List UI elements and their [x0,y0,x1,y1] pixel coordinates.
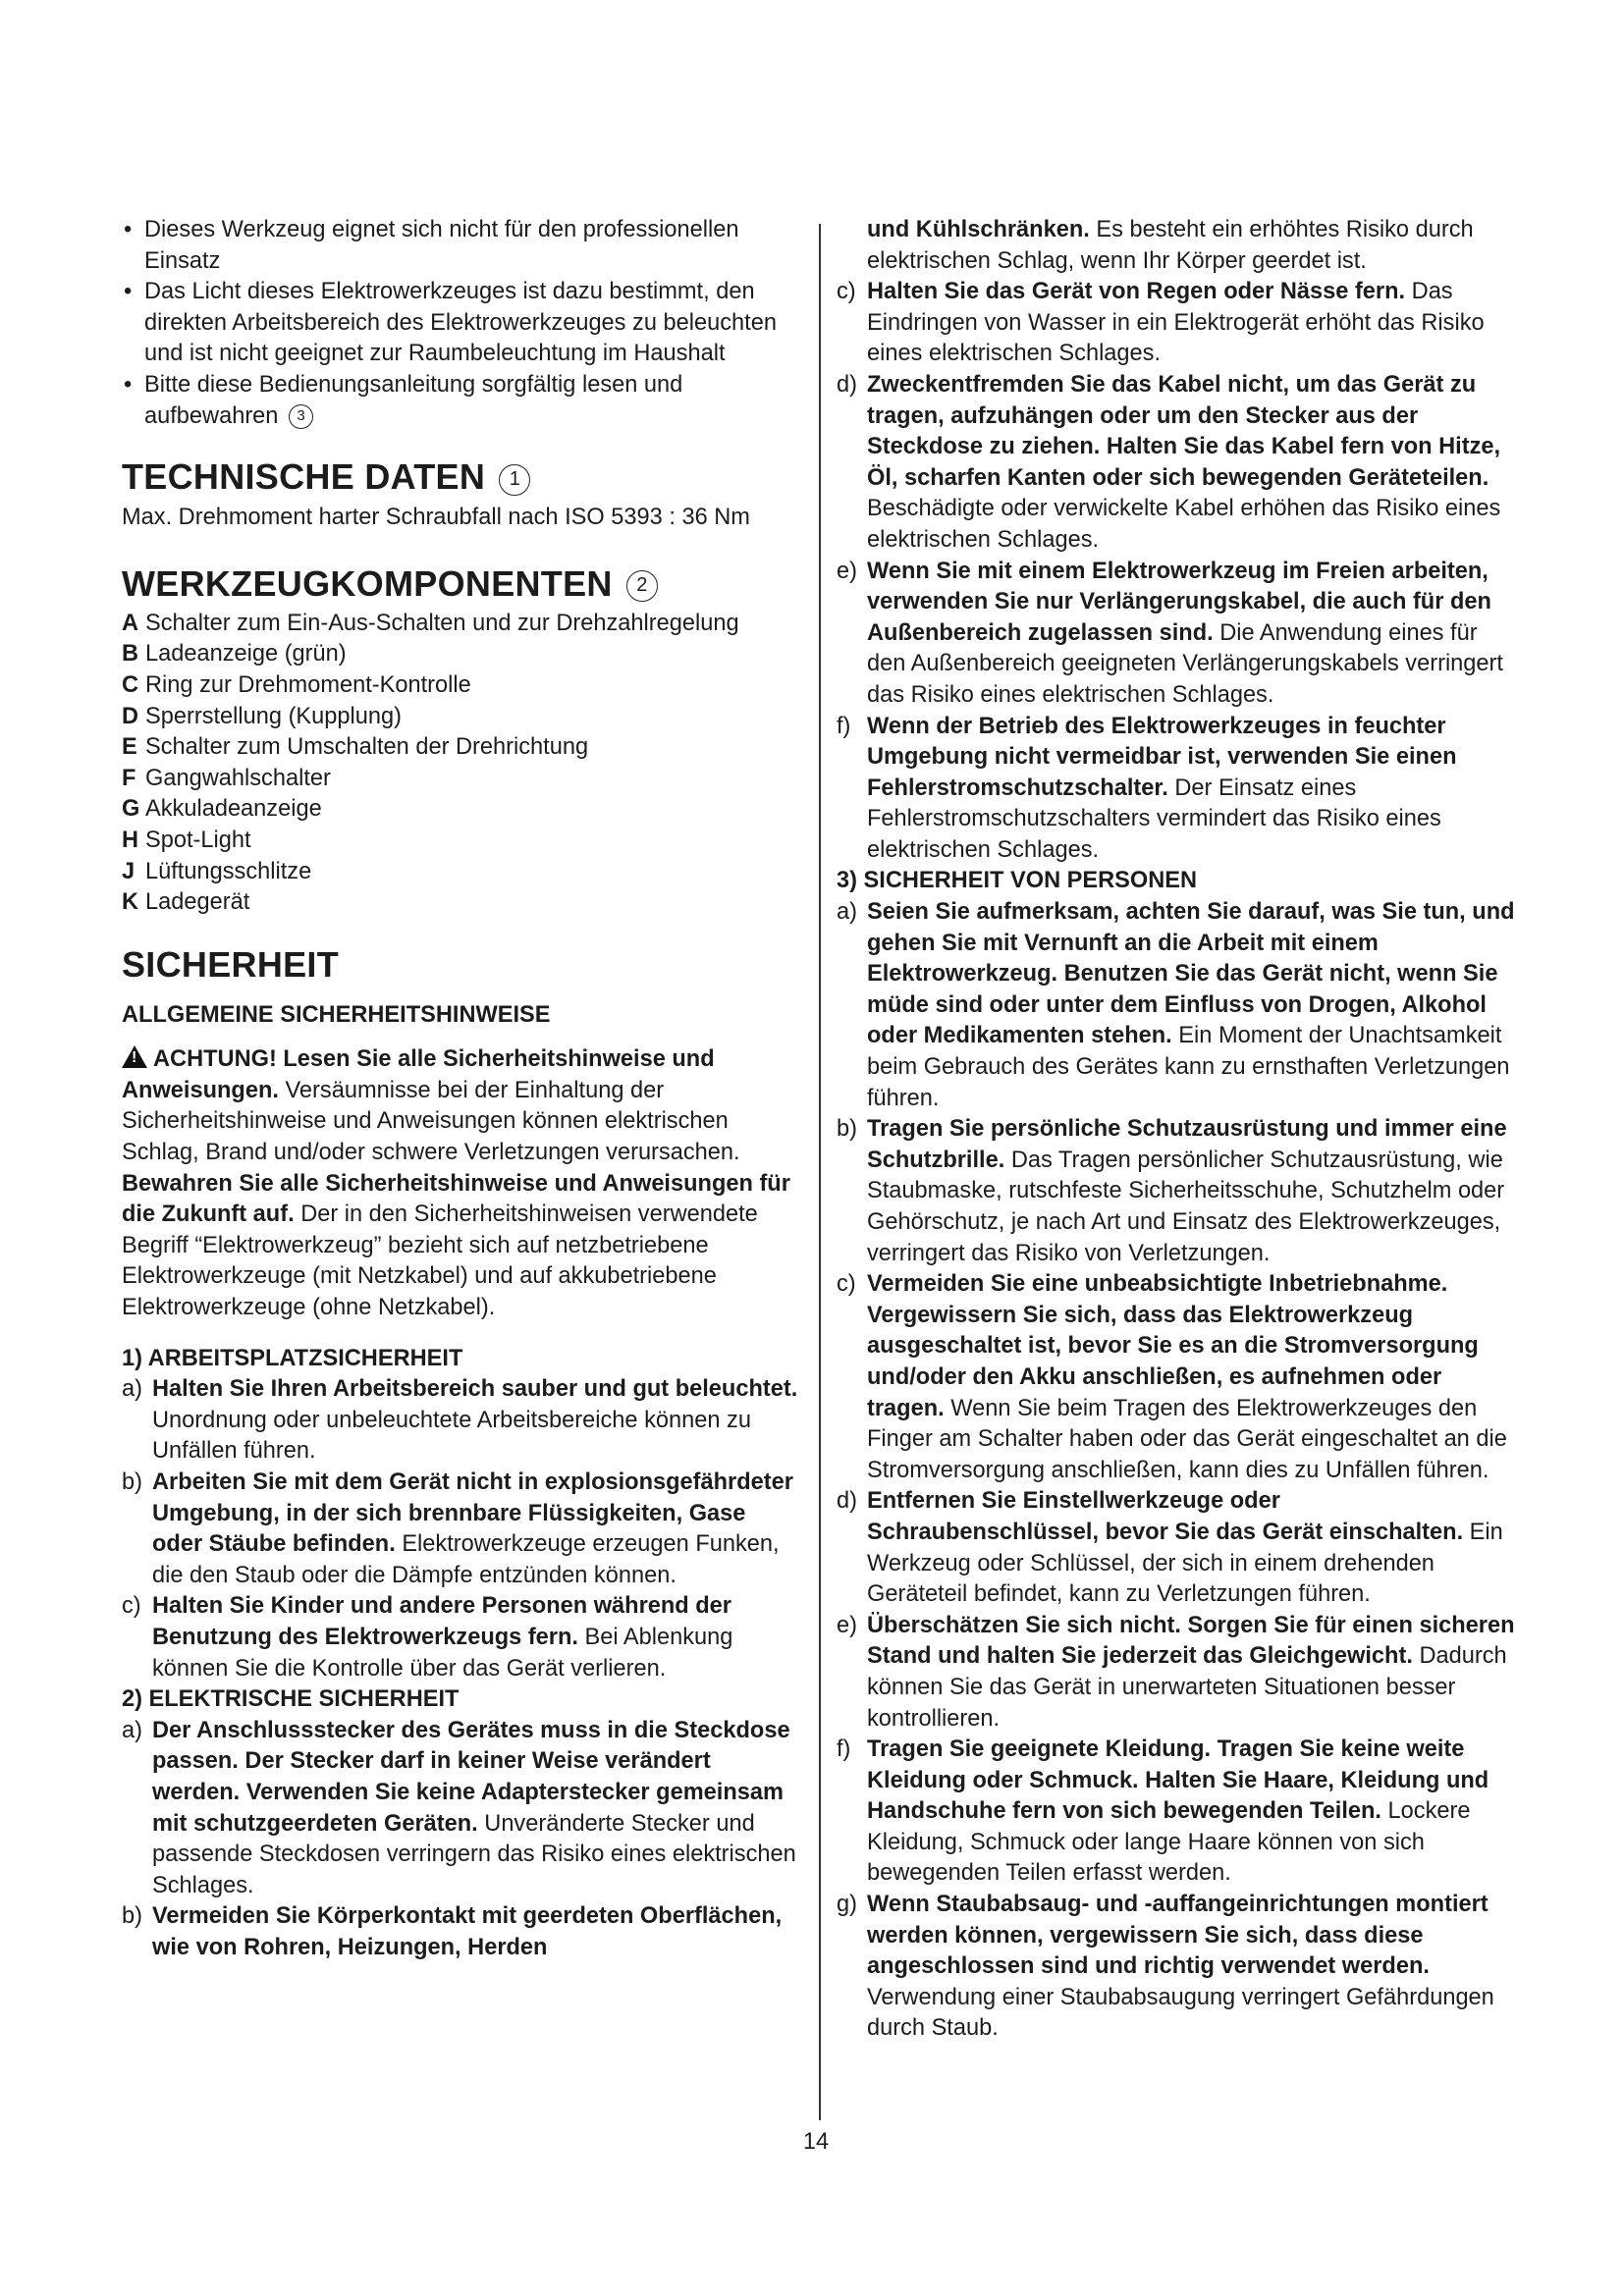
safety-item: c) Halten Sie Kinder und andere Personen während der Benutzung des Elektrowerkzeugs fern. Bei Ablenkung können Sie die Kontrolle über das Gerät verlieren. [122,1593,733,1682]
components-list [122,609,801,919]
intro-bullets [122,215,801,432]
section-2-title: 2) ELEKTRISCHE SICHERHEIT [122,1686,460,1713]
safety-item: a) Seien Sie aufmerksam, achten Sie darauf, was Sie tun, und gehen Sie mit Vernunft an die Arbeit mit einem Elektrowerkzeug. Benutzen Sie das Gerät nicht, wenn Sie müde sind oder unter dem Einfluss von Drogen, Alkohol oder Medikamenten stehen. Ein Moment der Unachtsamkeit beim Gebrauch des Gerätes kann zu ernsthaften Verletzungen führen. [837,899,1515,1111]
section-1-items [122,1374,801,1684]
figure-ref-2: 2 [626,570,658,602]
component-item: F Gangwahlschalter [122,765,331,791]
safety-heading: SICHERHEIT [122,943,340,985]
component-item: D Sperrstellung (Kupplung) [122,703,402,729]
safety-item: f) Wenn der Betrieb des Elektrowerkzeuges in feuchter Umgebung nicht vermeidbar ist, verwenden Sie einen Fehlerstromschutzschalter. Der Einsatz eines Fehlerstromschutzschalters vermindert das Risiko eines elektrischen Schlages. [837,713,1457,863]
tech-data-heading: TECHNISCHE DATEN 1 [122,455,801,499]
intro-bullet: • Das Licht dieses Elektrowerkzeuges ist dazu bestimmt, den direkten Arbeitsbereich des Elektrowerkzeuges zu beleuchten und ist nicht geeignet zur Raumbeleuchtung im Haushalt [122,277,801,370]
tech-data-text: Max. Drehmoment harter Schraubfall nach ISO 5393 : 36 Nm [122,505,750,531]
warning-paragraph: !ACHTUNG! Lesen Sie alle Sicherheitshinweise und Anweisungen. Versäumnisse bei der Einhaltung der Sicherheitshinweise und Anweisungen können elektrischen Schlag, Brand und/oder schwere Verletzungen verursachen. Bewahren Sie alle Sicherheitshinweise und Anweisungen für die Zukunft auf. Der in den Sicherheitshinweisen verwendete Begriff “Elektrowerkzeug” bezieht sich auf netzbetriebene Elektrowerkzeuge (mit Netzkabel) und auf akkubetriebene Elektrowerkzeuge (ohne Netzkabel). [122,1044,801,1323]
section-2-items [122,1716,801,1964]
safety-item: a) Halten Sie Ihren Arbeitsbereich sauber und gut beleuchtet. Unordnung oder unbeleuchtete Arbeitsbereiche können zu Unfällen führen. [122,1376,798,1465]
section-3-items [837,897,1518,2045]
right-column [837,215,1518,2045]
component-item: B Ladeanzeige (grün) [122,641,347,667]
intro-bullet: • Dieses Werkzeug eignet sich nicht für den professionellen Einsatz [122,215,801,277]
section-1-title: 1) ARBEITSPLATZSICHERHEIT [122,1345,463,1371]
components-heading: WERKZEUGKOMPONENTEN 2 [122,562,801,606]
intro-bullet: • Bitte diese Bedienungsanleitung sorgfältig lesen und aufbewahren 3 [122,370,801,432]
safety-item: d) Entfernen Sie Einstellwerkzeuge oder Schraubenschlüssel, bevor Sie das Gerät einschalten. Ein Werkzeug oder Schlüssel, der sich in einem drehenden Geräteteil befindet, kann zu Verletzungen führen. [837,1488,1503,1608]
component-item: G Akkuladeanzeige [122,796,322,823]
component-item: A Schalter zum Ein-Aus-Schalten und zur Drehzahlregelung [122,610,739,636]
figure-ref-3: 3 [289,404,313,429]
component-item: H Spot-Light [122,827,251,853]
component-item: E Schalter zum Umschalten der Drehrichtung [122,734,589,761]
component-item: J Lüftungsschlitze [122,858,312,884]
safety-subheading: ALLGEMEINE SICHERHEITSHINWEISE [122,1001,551,1028]
warning-triangle-icon [122,1045,147,1068]
component-item: K Ladegerät [122,889,250,916]
safety-item: b) Tragen Sie persönliche Schutzausrüstung und immer eine Schutzbrille. Das Tragen persönlicher Schutzausrüstung, wie Staubmaske, rutschfeste Sicherheitsschuhe, Schutzhelm oder Gehörschutz, je nach Art und Einsatz des Elektrowerkzeuges, verringert das Risiko von Verletzungen. [837,1116,1507,1266]
safety-item: a) Der Anschlussstecker des Gerätes muss in die Steckdose passen. Der Stecker darf in keiner Weise verändert werden. Verwenden Sie keine Adapterstecker gemeinsam mit schutzgeerdeten Geräten. Unveränderte Stecker und passende Steckdosen verringern das Risiko eines elektrischen Schlages. [122,1717,796,1898]
figure-ref-1: 1 [499,464,530,496]
page-number: 14 [802,2129,830,2155]
safety-item: f) Tragen Sie geeignete Kleidung. Tragen Sie keine weite Kleidung oder Schmuck. Halten Sie Haare, Kleidung und Handschuhe fern von sich bewegenden Teilen. Lockere Kleidung, Schmuck oder lange Haare können von sich bewegenden Teilen erfasst werden. [837,1736,1489,1887]
left-column [122,215,801,1964]
safety-item: e) Überschätzen Sie sich nicht. Sorgen Sie für einen sicheren Stand und halten Sie jederzeit das Gleichgewicht. Dadurch können Sie das Gerät in unerwarteten Situationen besser kontrollieren. [837,1612,1515,1732]
component-item: C Ring zur Drehmoment-Kontrolle [122,671,471,698]
safety-item: d) Zweckentfremden Sie das Kabel nicht, um das Gerät zu tragen, aufzuhängen oder um den Stecker aus der Steckdose zu ziehen. Halten Sie das Kabel fern von Hitze, Öl, scharfen Kanten oder sich bewegenden Geräteteilen. Beschädigte oder verwickelte Kabel erhöhen das Risiko eines elektrischen Schlages. [837,371,1501,553]
safety-item: c) Halten Sie das Gerät von Regen oder Nässe fern. Das Eindringen von Wasser in ein Elektrogerät erhöht das Risiko eines elektrischen Schlages. [837,279,1485,367]
safety-item: b) Arbeiten Sie mit dem Gerät nicht in explosionsgefährdeter Umgebung, in der sich brennbare Flüssigkeiten, Gase oder Stäube befinden. Elektrowerkzeuge erzeugen Funken, die den Staub oder die Dämpfe entzünden können. [122,1469,793,1588]
column-divider [819,224,821,2120]
safety-item: e) Wenn Sie mit einem Elektrowerkzeug im Freien arbeiten, verwenden Sie nur Verlängerungskabel, die auch für den Außenbereich zugelassen sind. Die Anwendung eines für den Außenbereich geeigneten Verlängerungskabels verringert das Risiko eines elektrischen Schlages. [837,558,1503,708]
safety-item: g) Wenn Staubabsaug- und -auffangeinrichtungen montiert werden können, vergewissern Sie sich, dass diese angeschlossen sind und richtig verwendet werden. Verwendung einer Staubabsaugung verringert Gefährdungen durch Staub. [837,1892,1494,2042]
safety-item: b) Vermeiden Sie Körperkontakt mit geerdeten Oberflächen, wie von Rohren, Heizungen, Herden [122,1903,783,1960]
safety-item: c) Vermeiden Sie eine unbeabsichtigte Inbetriebnahme. Vergewissern Sie sich, dass das Elektrowerkzeug ausgeschaltet ist, bevor Sie es an die Stromversorgung und/oder den Akku anschließen, es aufnehmen oder tragen. Wenn Sie beim Tragen des Elektrowerkzeuges den Finger am Schalter haben oder das Gerät eingeschaltet an die Stromversorgung anschließen, kann dies zu Unfällen führen. [837,1271,1507,1483]
safety-item-continuation: und Kühlschränken. Es besteht ein erhöhtes Risiko durch elektrischen Schlag, wenn Ihr Körper geerdet ist. [867,217,1474,274]
section-3-title: 3) SICHERHEIT VON PERSONEN [837,868,1198,894]
section-2-items-continued [837,215,1518,866]
